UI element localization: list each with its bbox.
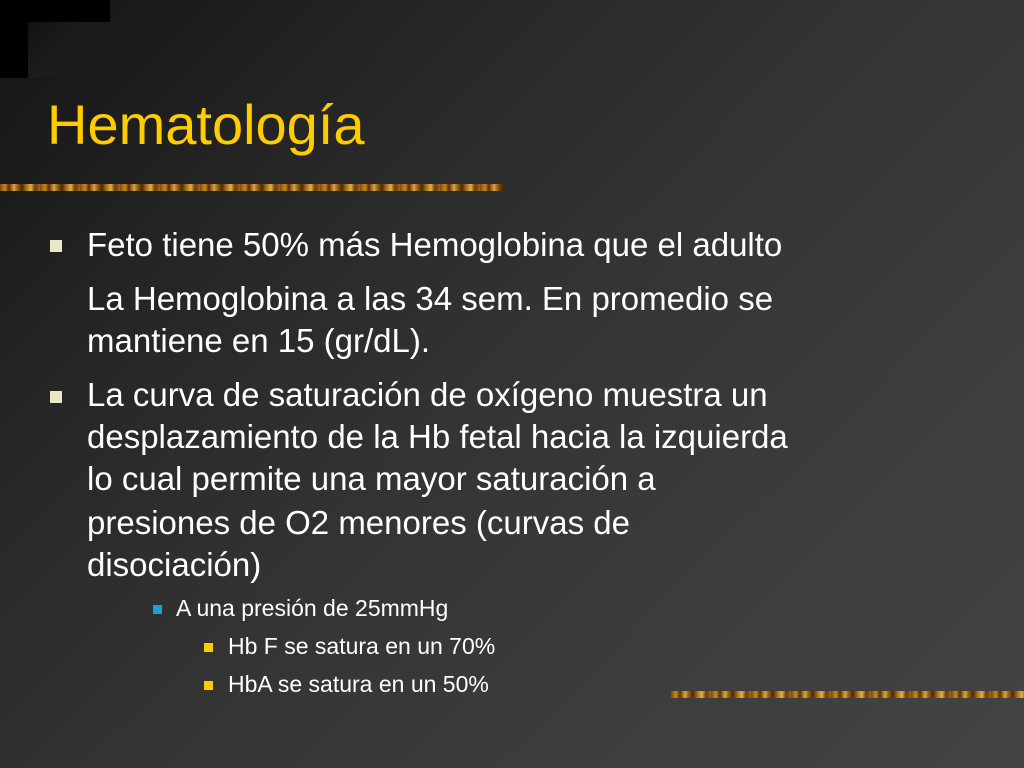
sub-sub-bullet-text: Hb F se satura en un 70% (228, 633, 496, 659)
bullet-text: Feto tiene 50% más Hemoglobina que el adulto (87, 226, 783, 263)
sub-bullet-marker (153, 605, 162, 614)
bullet-text: disociación) (87, 546, 262, 583)
bullet-marker (50, 240, 62, 252)
slide-title: Hematología (47, 93, 365, 156)
bullet-continuation-text: mantiene en 15 (gr/dL). (87, 322, 431, 359)
sub-bullet-text: A una presión de 25mmHg (176, 595, 449, 621)
footer-accent-strip (671, 691, 1024, 698)
bullet-text: lo cual permite una mayor saturación a (87, 460, 656, 497)
bullet-marker (50, 391, 62, 403)
sub-sub-bullet-marker (204, 643, 213, 652)
sub-sub-bullet-text: HbA se satura en un 50% (228, 671, 489, 697)
bullet-text: desplazamiento de la Hb fetal hacia la izquierda (87, 418, 788, 455)
sub-sub-bullet-marker (204, 681, 213, 690)
bullet-continuation-text: La Hemoglobina a las 34 sem. En promedio se (87, 280, 774, 317)
bullet-text: presiones de O2 menores (curvas de (87, 504, 630, 541)
bullet-text: La curva de saturación de oxígeno muestra un (87, 376, 768, 413)
